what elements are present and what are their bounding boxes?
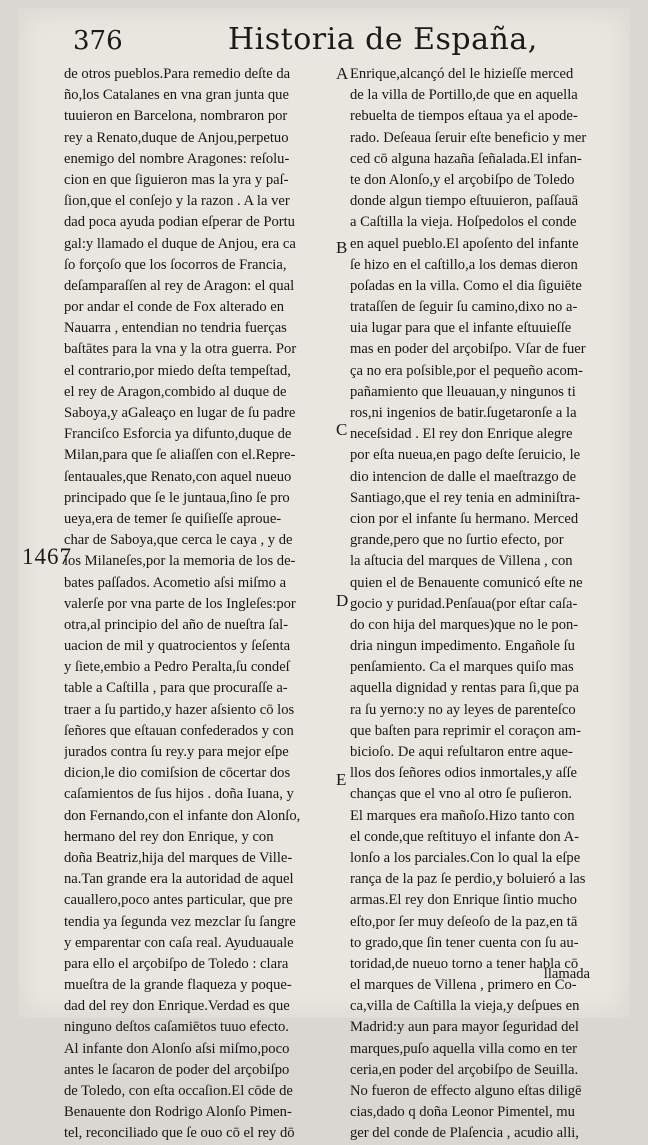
text-line: lonſo a los parciales.Con lo qual la eſpe [350, 849, 581, 866]
text-line: ceria,en poder del arçobiſpo de Seuilla. [350, 1061, 579, 1078]
text-line: deſamparaſſen al rey de Aragon: el qual [64, 277, 295, 294]
text-line: donde algun tiempo eſtuuieron, paſſauā [350, 193, 579, 210]
text-line: traer a ſu partido,y hazer aſsiento cō los [64, 701, 295, 718]
text-line: en aquel pueblo.El apoſento del infante [350, 235, 579, 252]
text-line: rey a Renato,duque de Anjou,perpetuo [64, 129, 289, 146]
section-marker-a: A [336, 64, 349, 83]
text-line: ça no era poſsible,por el pequeño acom- [350, 362, 584, 379]
text-line: de otros pueblos.Para remedio deſte da [64, 66, 291, 82]
text-line: chanças que el vno al otro ſe puſieron. [350, 786, 573, 803]
text-line: toridad,de nueuo torno a tener habla cō [350, 955, 579, 972]
text-line: dria ningun impedimento. Engañole ſu [350, 638, 575, 655]
text-line: table a Caſtilla , para que procuraſſe a- [64, 680, 288, 697]
page-number: 376 [73, 26, 123, 56]
text-line: por andar el conde de Fox alterado en [64, 299, 285, 316]
text-line: dad poca ayuda podian eſperar de Portu [64, 214, 295, 231]
text-line: Al infante don Alonſo aſsi miſmo,poco [64, 1040, 290, 1057]
section-marker-d: D [336, 591, 349, 610]
section-marker-b: B [336, 238, 348, 257]
text-line: bates paſſados. Acometio aſsi miſmo a [64, 574, 287, 591]
text-line: y emparentar con caſa real. Ayuduauale [64, 934, 294, 951]
text-line: Saboya,y aGaleaço en lugar de ſu padre [64, 405, 296, 421]
text-line: el contrario,por miedo deſta tempeſtad, [64, 362, 291, 379]
text-line: Santiago,que el rey tenia en adminiſtra- [350, 489, 581, 506]
text-line: cias,dado q doña Leonor Pimentel, mu [350, 1104, 575, 1121]
text-line: jurados contra ſu rey.y para mejor eſpe [64, 744, 289, 760]
text-line: uia lugar para que el infante eſtuuieſſe [350, 320, 572, 337]
text-line: el marques de Villena , primero en Co- [350, 977, 577, 994]
text-line: valerſe por vna parte de los Ingleſes:por [64, 595, 296, 612]
text-line: don Fernando,con el infante don Alonſo, [64, 807, 301, 824]
text-line: principado que ſe le juntaua,ſino ſe pro [64, 489, 290, 506]
text-line: ſe hizo en el caſtillo,a los demas dieron [350, 256, 578, 273]
text-line: el conde,que reſtituyo el infante don A- [350, 828, 579, 845]
text-line: por eſta nueua,en pago deſte ſeruicio, le [350, 447, 581, 464]
text-line: los Milaneſes,por la memoria de los de- [64, 553, 296, 570]
book-page [18, 8, 630, 1142]
left-column [64, 64, 339, 1145]
text-line: eſto,por ſer muy deſeoſo de la paz,en tā [350, 913, 578, 930]
text-line: Franciſco Esforcia ya difunto,duque de [64, 426, 292, 443]
text-line: do con hija del marques)que no le pon- [350, 616, 579, 633]
text-line: ſeñores que eſtauan confederados y con [64, 722, 294, 739]
text-line: dio intencion de dalle el maeſtrazgo de [350, 468, 577, 485]
text-line: mueſtra de la grande flaqueza y poque- [64, 977, 292, 994]
text-line: Nauarra , entendian no tendria fuerças [64, 320, 287, 337]
text-line: aquella dignidad y rentas para ſi,que pa [350, 680, 579, 697]
text-line: que baſten para reprimir el coraçon am- [350, 722, 581, 739]
text-line: a Caſtilla la vieja. Hoſpedolos el conde [350, 214, 577, 231]
text-line: El marques era mañoſo.Hizo tanto con [350, 807, 575, 824]
text-line: tendia ya ſegunda vez mezclar ſu ſangre [64, 913, 296, 930]
text-line: ros,ni ingenios de batir.ſugetaronſe a la [350, 405, 577, 421]
text-line: quien el de Benauente comunicó eſte ne [350, 574, 583, 591]
text-line: ſion,que el conſejo y la razon . A la ver [64, 193, 290, 210]
section-marker-c: C [336, 420, 348, 439]
text-line: Enrique,alcançó del le hizieſſe merced [350, 66, 574, 82]
text-line: enemigo del nombre Aragones: reſolu- [64, 150, 290, 167]
text-line: gal:y llamado el duque de Anjou, era ca [64, 235, 296, 252]
text-line: ced cō alguna hazaña ſeñalada.El infan- [350, 150, 582, 167]
text-line: tuuieron en Barcelona, nombraron por [64, 108, 288, 125]
page-header [18, 20, 630, 60]
text-line: na.Tan grande era la autoridad de aquel [64, 871, 294, 888]
text-line: ra ſu yerno:y no ay leyes de parenteſco [350, 701, 576, 718]
text-line: ño,los Catalanes en vna gran junta que [64, 87, 289, 104]
text-line: de la villa de Portillo,de que en aquella [350, 87, 578, 104]
text-line: ſentauales,que Renato,con aquel nueuo [64, 468, 292, 485]
text-line: uacion de mil y quatrocientos y ſeſenta [64, 638, 291, 655]
text-line: Milan,para que ſe aliaſſen con el.Repre- [64, 447, 296, 464]
text-line: otra,al principio del año de nueſtra ſal- [64, 616, 289, 633]
text-line: to grado,que ſin tener cuenta con ſu au- [350, 934, 579, 951]
text-line: neceſsidad . El rey don Enrique alegre [350, 426, 573, 443]
text-line: No fueron de effecto alguno eſtas diligē [350, 1083, 582, 1099]
text-line: cion por el infante ſu hermano. Merced [350, 510, 579, 527]
text-line: para ello el arçobiſpo de Toledo : clara [64, 955, 289, 972]
text-line: gocio y puridad.Penſaua(por eſtar caſa- [350, 595, 578, 612]
text-line: marques,puſo aquella villa como en ter [350, 1040, 577, 1057]
text-line: doña Beatriz,hija del marques de Ville- [64, 849, 293, 866]
text-line: dicion,le dio comiſsion de cōcertar dos [64, 765, 291, 782]
text-line: de Toledo, con eſta occaſion.El cōde de [64, 1083, 293, 1099]
text-line: tel, reconciliado que ſe ouo cō el rey dō [64, 1125, 295, 1142]
text-line: baſtātes para la vna y la otra guerra. Por [64, 341, 297, 358]
catchword: llamada [543, 966, 590, 982]
text-line: rado. Deſeaua ſeruir eſte beneficio y mer [350, 129, 587, 146]
text-line: llos dos ſeñores odios inmortales,y aſſe [350, 765, 577, 782]
text-line: poſadas en la villa. Como el dia ſiguiēte [350, 277, 582, 294]
text-line: char de Saboya,que cerca le caya , y de [64, 532, 293, 549]
margin-year-note: 1467 [22, 544, 72, 569]
text-line: antes le ſacaron de poder del arçobiſpo [64, 1061, 290, 1078]
text-line: Benauente don Rodrigo Alonſo Pimen- [64, 1104, 292, 1121]
text-line: dad del rey don Enrique.Verdad es que [64, 998, 290, 1015]
text-line: ca,villa de Caſtilla la vieja,y deſpues en [350, 998, 580, 1015]
text-line: ger del conde de Plaſencia , acudio alli, [350, 1125, 579, 1142]
text-line: mas en poder del arçobiſpo. Vſar de fuer [350, 341, 586, 358]
text-line: Madrid:y aun para mayor ſeguridad del [350, 1019, 579, 1036]
text-line: la aſtucia del marques de Villena , con [350, 553, 573, 570]
section-marker-e: E [336, 770, 347, 789]
text-line: ninguno deſtos caſamiētos tuuo efecto. [64, 1019, 289, 1036]
text-line: ueya,era de temer ſe quiſieſſe aproue- [64, 510, 282, 527]
running-title: Historia de España, [228, 22, 538, 57]
text-line: cion en que ſiguieron mas la yra y paſ- [64, 171, 289, 188]
text-line: y ſiete,embio a Pedro Peralta,ſu condeſ [64, 659, 290, 676]
text-line: caſamientos de ſus hijos . doña Iuana, y [64, 786, 294, 803]
text-line: armas.El rey don Enrique ſintio mucho [350, 892, 577, 909]
text-line: rebuelta de tiempos eſtaua ya el apode- [350, 108, 578, 125]
text-line: trataſſen de ſeguir ſu camino,dixo no a- [350, 299, 578, 316]
text-line: penſamiento. Ca el marques quiſo mas [350, 659, 574, 676]
text-line: hermano del rey don Enrique, y con [64, 828, 274, 845]
text-line: el rey de Aragon,combido al duque de [64, 383, 287, 400]
text-line: te don Alonſo,y el arçobiſpo de Toledo [350, 171, 575, 188]
text-line: pañamiento que lleuauan,y ningunos ti [350, 383, 576, 400]
text-line: bicioſo. De aqui reſultaron entre aque- [350, 744, 573, 760]
text-line: ſo forçoſo que los ſocorros de Francia, [64, 256, 287, 273]
text-line: grande,pero que no ſurtio efecto, por [350, 532, 564, 549]
text-line: rança de la paz ſe perdio,y boluieró a las [350, 871, 586, 888]
text-line: cauallero,poco antes particular, que pre [64, 892, 293, 909]
